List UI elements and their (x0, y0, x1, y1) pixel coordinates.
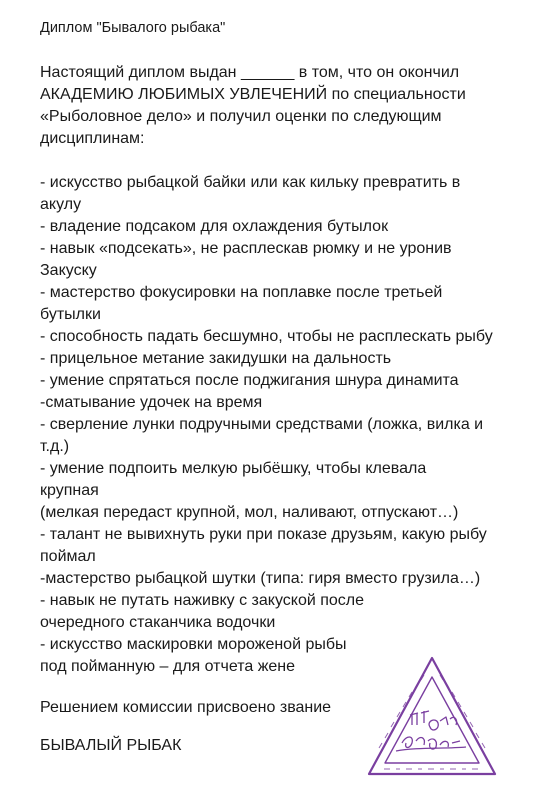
awarded-rank: БЫВАЛЫЙ РЫБАК (40, 737, 182, 754)
skill-line: - мастерство фокусировки на поплавке после третьей (40, 284, 443, 301)
skill-line: - навык не путать наживку с закуской после (40, 592, 365, 609)
skill-line: бутылки (40, 306, 101, 323)
skill-line: т.д.) (40, 438, 70, 455)
skill-line: - прицельное метание закидушки на дальность (40, 350, 392, 367)
skill-line: - искусство маскировки мороженой рыбы (40, 636, 347, 653)
stamp-seal (366, 655, 498, 777)
intro-line: дисциплинам: (40, 130, 145, 147)
skill-line: очередного стаканчика водочки (40, 614, 276, 631)
skill-line: крупная (40, 482, 99, 499)
skill-line: акулу (40, 196, 82, 213)
skill-line: - искусство рыбацкой байки или как кильку превратить в (40, 174, 461, 191)
skill-line: -сматывание удочек на время (40, 394, 263, 411)
skill-line: Закуску (40, 262, 97, 279)
commission-decision: Решением комиссии присвоено звание (40, 699, 332, 716)
skills-list (40, 172, 515, 678)
intro-paragraph (40, 62, 510, 150)
diploma-title: Диплом "Бывалого рыбака" (40, 20, 226, 36)
skill-line: -мастерство рыбацкой шутки (типа: гиря вместо грузила…) (40, 570, 481, 587)
intro-line: Настоящий диплом выдан ______ в том, что он окончил (40, 64, 460, 81)
skill-line: (мелкая передаст крупной, мол, наливают, отпускают…) (40, 504, 459, 521)
skill-line: - умение спрятаться после поджигания шнура динамита (40, 372, 459, 389)
intro-line: АКАДЕМИЮ ЛЮБИМЫХ УВЛЕЧЕНИЙ по специальности (40, 86, 466, 103)
skill-line: - навык «подсекать», не расплескав рюмку и не уронив (40, 240, 452, 257)
intro-line: «Рыболовное дело» и получил оценки по следующим (40, 108, 442, 125)
skill-line: - талант не вывихнуть руки при показе друзьям, какую рыбу (40, 526, 487, 543)
skill-line: - сверление лунки подручными средствами (ложка, вилка и (40, 416, 484, 433)
skill-line: - способность падать бесшумно, чтобы не расплескать рыбу (40, 328, 493, 345)
skill-line: - умение подпоить мелкую рыбёшку, чтобы клевала (40, 460, 427, 477)
skill-line: - владение подсаком для охлаждения бутылок (40, 218, 389, 235)
skill-line: поймал (40, 548, 96, 565)
skill-line: под пойманную – для отчета жене (40, 658, 296, 675)
